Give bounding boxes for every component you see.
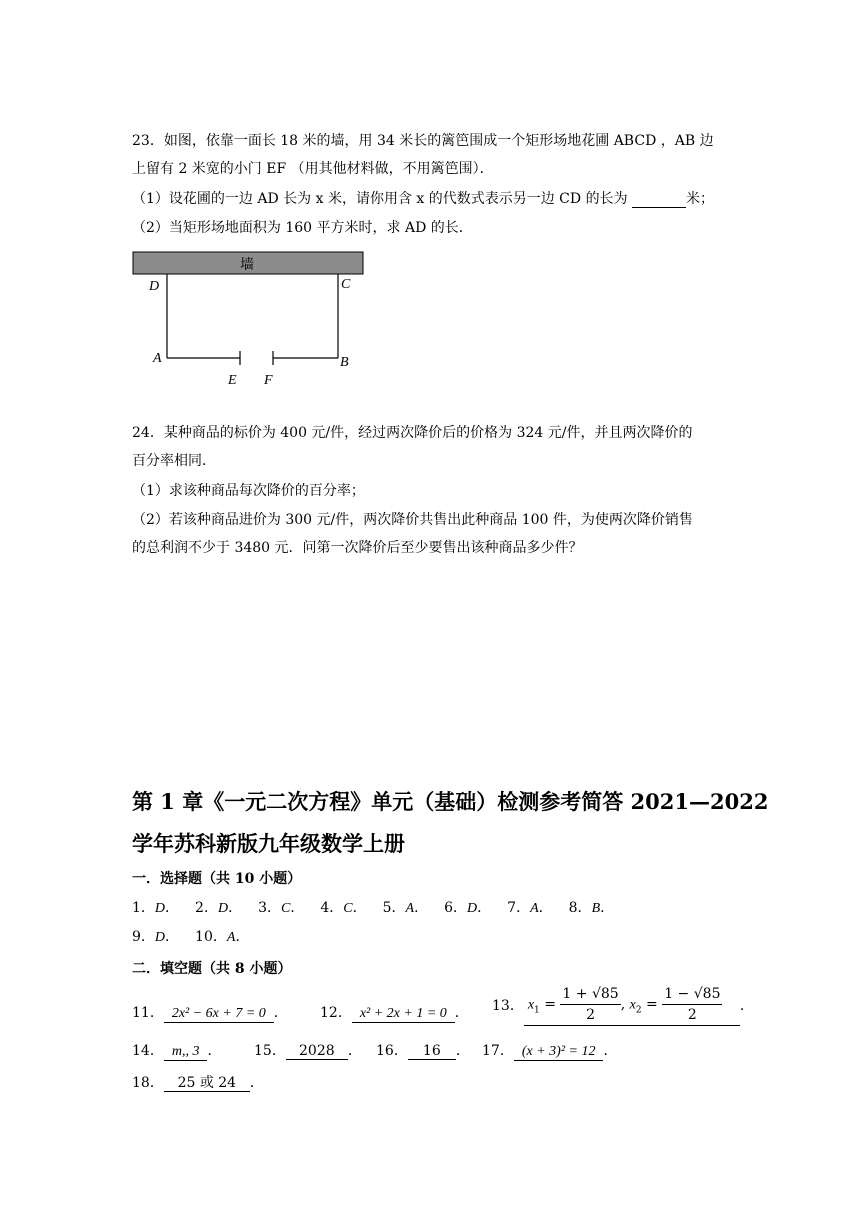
q23-stem-line1: 23．如图，依靠一面长 18 米的墙，用 34 米长的篱笆围成一个矩形场地花圃 ABCD ，AB 边 — [132, 133, 714, 149]
choice-answer-item: 5．A． — [382, 900, 429, 916]
choice-answer-number: 1． — [132, 900, 155, 916]
answer-12-value: x² + 2x + 1 = 0 — [359, 1006, 447, 1021]
q23-part2: （2）当矩形场地面积为 160 平方米时，求 AD 的长． — [132, 220, 473, 236]
choice-answer-number: 8． — [568, 900, 592, 916]
choice-answer-letter: D — [467, 901, 478, 916]
choice-answer-number: 3． — [258, 900, 282, 916]
choice-answer-number: 5． — [382, 900, 406, 916]
choice-answer-item: 8．B． — [568, 900, 615, 916]
answer-14-value: m,, 3 — [171, 1044, 200, 1059]
section-choice-heading: 一．选择题（共 10 小题） — [132, 871, 302, 887]
choice-answer-letter: A — [226, 930, 236, 945]
label-a: A — [153, 351, 162, 366]
answer-15: 15． 2028 ． — [254, 1043, 362, 1059]
choice-answer-item: 1．D． — [132, 900, 180, 916]
choice-answer-number: 4． — [320, 900, 344, 916]
choice-answer-number: 6． — [444, 900, 468, 916]
answer-15-value: 2028 — [286, 1043, 348, 1060]
choice-answer-letter: A — [405, 901, 415, 916]
choice-answer-item: 2．D． — [195, 900, 243, 916]
choice-answer-item: 10．A． — [195, 929, 250, 945]
choice-answer-number: 2． — [195, 900, 218, 916]
q23-part1-text: （1）设花圃的一边 AD 长为 x 米，请你用含 x 的代数式表示另一边 CD 的长为 — [132, 191, 633, 207]
answer-13-denominator2: 2 — [687, 1007, 697, 1023]
wall-label: 墙 — [240, 257, 254, 273]
answer-blank — [632, 191, 686, 208]
garden-figure — [132, 250, 372, 390]
choice-answer-letter: A — [530, 901, 539, 916]
choice-answer-number: 7． — [507, 900, 531, 916]
label-c: C — [341, 277, 351, 292]
choice-answers-row2 — [132, 927, 265, 948]
answer-17-value: (x + 3)² = 12 — [521, 1044, 596, 1059]
choice-answer-number: 9． — [132, 929, 155, 945]
label-f: F — [264, 373, 273, 388]
answer-12: 12． x² + 2x + 1 = 0 ． — [320, 1005, 469, 1021]
answer-12-label: 12． — [320, 1005, 352, 1021]
q23-stem-line2: 上留有 2 米宽的小门 EF （用其他材料做，不用篱笆围）． — [132, 161, 494, 177]
choice-answer-letter: D — [154, 901, 166, 916]
answer-11: 11． 2x² − 6x + 7 = 0 ． — [132, 1005, 288, 1021]
label-d: D — [149, 279, 160, 294]
label-b: B — [340, 355, 349, 370]
answer-13-denominator1: 2 — [586, 1007, 596, 1023]
answer-18-value: 25 或 24 — [164, 1075, 250, 1092]
label-e: E — [228, 373, 237, 388]
choice-answer-number: 10． — [195, 929, 227, 945]
answer-16-value: 16 — [408, 1043, 456, 1060]
q24-stem-line2: 百分率相同． — [132, 453, 216, 469]
answer-11-value: 2x² − 6x + 7 = 0 — [171, 1006, 266, 1021]
q24-stem-line1: 24．某种商品的标价为 400 元/件，经过两次降价后的价格为 324 元/件，并且两次降价的 — [132, 425, 693, 441]
answer-title-line1: 第 1 章《一元二次方程》单元（基础）检测参考简答 2021—2022 — [132, 789, 769, 814]
section-fill-heading: 二．填空题（共 8 小题） — [132, 961, 292, 977]
choice-answer-item: 6．D． — [444, 900, 492, 916]
answer-13: 13． $x_1$ = $\frac{1 + √85}{2}$ , $x_2$ = $\frac{1 - √85}{2}$ ． — [492, 984, 754, 1026]
choice-answer-letter: D — [154, 930, 166, 945]
choice-answer-item: 9．D． — [132, 929, 180, 945]
answer-18: 18． 25 或 24 ． — [132, 1075, 264, 1091]
answer-17: 17． (x + 3)² = 12 ． — [482, 1043, 618, 1059]
answer-13-numerator2: 1 − √85 — [662, 984, 722, 1005]
q24-part2-line1: （2）若该种商品进价为 300 元/件，两次降价共售出此种商品 100 件，为使两次降价销售 — [132, 512, 693, 528]
choice-answer-letter: C — [281, 901, 291, 916]
answer-11-label: 11． — [132, 1005, 164, 1021]
choice-answer-item: 4．C． — [320, 900, 367, 916]
q23-part1-unit: 米； — [686, 191, 715, 207]
answer-title-line2: 学年苏科新版九年级数学上册 — [132, 831, 405, 856]
choice-answer-item: 7．A． — [507, 900, 553, 916]
q24-part1: （1）求该种商品每次降价的百分率； — [132, 483, 365, 499]
q23-part1 — [132, 189, 714, 209]
answer-16: 16． 16 ． — [376, 1043, 470, 1059]
choice-answers-row1 — [132, 898, 630, 919]
answer-13-numerator1: 1 + √85 — [560, 984, 620, 1005]
answer-13-label: 13． — [492, 998, 524, 1014]
answer-14: 14． m,, 3 ． — [132, 1043, 222, 1059]
choice-answer-item: 3．C． — [258, 900, 305, 916]
choice-answer-letter: D — [217, 901, 229, 916]
choice-answer-letter: C — [343, 901, 353, 916]
choice-answer-letter: B — [591, 901, 601, 916]
q24-part2-line2: 的总利润不少于 3480 元．问第一次降价后至少要售出该种商品多少件？ — [132, 540, 583, 556]
